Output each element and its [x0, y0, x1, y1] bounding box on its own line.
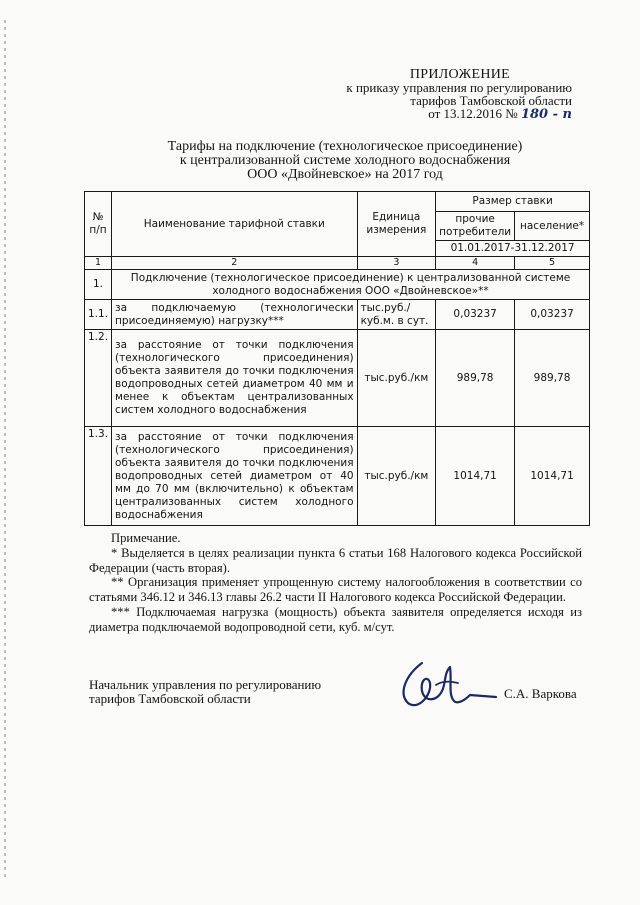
appendix-date: от 13.12.2016 № [428, 106, 518, 121]
document-title [110, 140, 580, 182]
header-period: 01.01.2017-31.12.2017 [436, 241, 590, 257]
column-index: 2 [112, 257, 358, 270]
header-unit: Единица измерения [357, 192, 436, 257]
handwritten-signature [392, 655, 502, 715]
appendix-order-line: к приказу управления по регулированию [346, 80, 572, 95]
row-unit: тыс.руб./км [357, 427, 436, 526]
section-row [85, 270, 590, 300]
appendix-authority-line: тарифов Тамбовской области [410, 93, 572, 108]
position-line-2: тарифов Тамбовской области [89, 691, 251, 706]
header-other-consumers: прочие потребители [436, 212, 515, 241]
row-num: 1.2. [85, 330, 112, 427]
row-name: за расстояние от точки подключения (технологического присоединения) объекта заявителя до точки подключения водопроводных сетей диаметром от 40 мм до 70 мм (включительно) к объектам централизованных систем холодного водоснабжения [112, 427, 358, 526]
notes-title: Примечание. [111, 531, 181, 545]
row-population-value: 1014,71 [515, 427, 590, 526]
table-header-row [85, 192, 590, 212]
row-num: 1.1. [85, 300, 112, 330]
column-index: 1 [85, 257, 112, 270]
column-index: 5 [515, 257, 590, 270]
header-population: население* [515, 212, 590, 241]
notes-section [89, 531, 582, 635]
header-num: № п/п [85, 192, 112, 257]
column-index: 4 [436, 257, 515, 270]
note-load: *** Подключаемая нагрузка (мощность) объекта заявителя определяется исходя из диаметра подключаемой водопроводной сети, куб. м/сут. [89, 604, 582, 634]
table-row [85, 300, 590, 330]
appendix-header [346, 68, 572, 121]
section-num: 1. [85, 270, 112, 300]
row-unit: тыс.руб./ куб.м. в сут. [357, 300, 436, 330]
handwritten-order-number: 180 - п [520, 107, 572, 122]
row-other-value: 0,03237 [436, 300, 515, 330]
column-index-row [85, 257, 590, 270]
column-index: 3 [357, 257, 436, 270]
row-name: за подключаемую (технологически присоединяемую) нагрузку*** [112, 300, 358, 330]
signatory-name: С.А. Варкова [504, 686, 577, 701]
note-tax-system: ** Организация применяет упрощенную систему налогообложения в соответствии со статьями 346.12 и 346.13 главы 26.2 части II Налогового кодекса Российской Федерации. [89, 575, 582, 605]
position-line-1: Начальник управления по регулированию [89, 677, 322, 692]
header-rate: Размер ставки [436, 192, 590, 212]
table-row [85, 330, 590, 427]
signatory-position [89, 678, 321, 706]
note-vat: * Выделяется в целях реализации пункта 6 статьи 168 Налогового кодекса Российской Федерации (часть вторая). [89, 545, 582, 575]
row-other-value: 989,78 [436, 330, 515, 427]
section-title: Подключение (технологическое присоединение) к централизованной системе холодного водоснабжения ООО «Двойневское»** [112, 270, 590, 300]
row-unit: тыс.руб./км [357, 330, 436, 427]
title-line-3: ООО «Двойневское» на 2017 год [247, 167, 443, 182]
appendix-title: ПРИЛОЖЕНИЕ [409, 67, 510, 82]
row-population-value: 0,03237 [515, 300, 590, 330]
row-num: 1.3. [85, 427, 112, 526]
tariff-table [84, 191, 590, 526]
row-other-value: 1014,71 [436, 427, 515, 526]
header-name: Наименование тарифной ставки [112, 192, 358, 257]
title-line-1: Тарифы на подключение (технологическое присоединение) [167, 139, 523, 154]
appendix-date-line [346, 107, 572, 121]
table-row [85, 427, 590, 526]
title-line-2: к централизованной системе холодного водоснабжения [179, 153, 511, 168]
row-name: за расстояние от точки подключения (технологического присоединения) объекта заявителя до точки подключения водопроводных сетей диаметром 40 мм и менее к объектам централизованных систем холодного водоснабжения [112, 330, 358, 427]
scan-edge-artifact [4, 20, 6, 880]
row-population-value: 989,78 [515, 330, 590, 427]
